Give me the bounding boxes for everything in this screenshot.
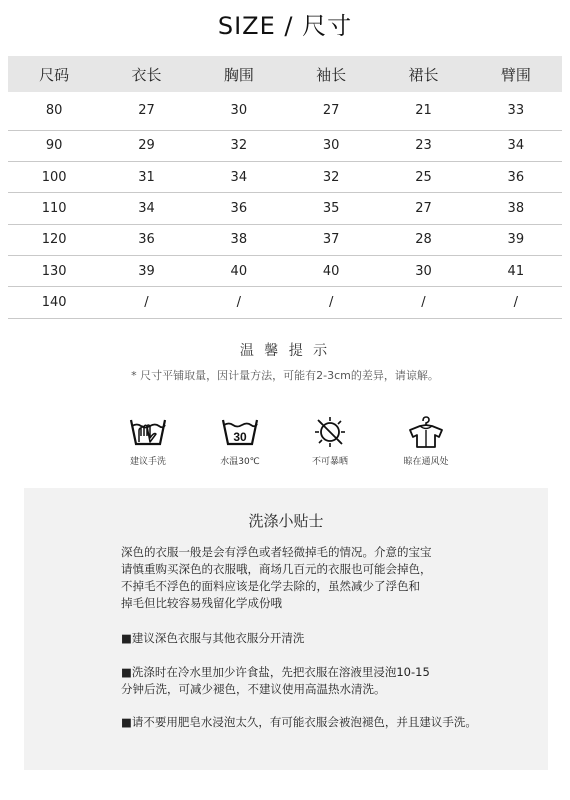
care-item-hang-dry: [386, 414, 466, 467]
table-cell: 100: [8, 161, 100, 192]
wash-tip-1: ■建议深色衣服与其他衣服分开清洗: [121, 631, 305, 645]
size-table: [8, 56, 562, 319]
care-item-wash-30: [200, 414, 280, 467]
table-row: [8, 224, 562, 255]
table-cell: 34: [100, 193, 192, 224]
table-cell: 38: [470, 193, 562, 224]
table-cell: 40: [193, 256, 285, 287]
table-cell: /: [193, 287, 285, 318]
page-title: SIZE / 尺寸: [217, 12, 353, 40]
wash-tip-2: [121, 664, 541, 698]
table-cell: 32: [193, 130, 285, 161]
wash-temp-text: 30: [233, 430, 247, 444]
wash-intro-line: 深色的衣服一般是会有浮色或者轻微掉毛的情况。介意的宝宝: [121, 545, 432, 559]
wash-intro: [121, 544, 541, 612]
table-cell: /: [100, 287, 192, 318]
table-cell: 21: [377, 92, 469, 130]
table-cell: 27: [100, 92, 192, 130]
table-row: [8, 256, 562, 287]
table-cell: 41: [470, 256, 562, 287]
tips-note: * 尺寸平铺取量，因计量方法，可能有2-3cm的差异，请谅解。: [131, 369, 439, 382]
table-row: [8, 193, 562, 224]
table-cell: 120: [8, 224, 100, 255]
table-cell: /: [377, 287, 469, 318]
table-cell: 30: [285, 130, 377, 161]
table-cell: 33: [470, 92, 562, 130]
care-label: 水温30℃: [220, 457, 260, 467]
header-cell: 裙长: [377, 56, 469, 92]
care-label: 晾在通风处: [403, 457, 449, 467]
table-cell: 110: [8, 193, 100, 224]
table-cell: 36: [470, 161, 562, 192]
wash-intro-line: 不掉毛不浮色的面料应该是化学去除的，虽然减少了浮色和: [121, 579, 420, 593]
table-cell: 30: [377, 256, 469, 287]
table-cell: /: [285, 287, 377, 318]
care-label: 建议手洗: [129, 457, 166, 467]
table-cell: 25: [377, 161, 469, 192]
table-cell: 34: [193, 161, 285, 192]
wash-tip-3: ■请不要用肥皂水浸泡太久，有可能衣服会被泡褪色，并且建议手洗。: [121, 715, 477, 729]
table-cell: 90: [8, 130, 100, 161]
wash-intro-line: 掉毛但比较容易残留化学成份哦: [121, 596, 282, 610]
table-cell: 27: [285, 92, 377, 130]
table-cell: 80: [8, 92, 100, 130]
table-cell: 32: [285, 161, 377, 192]
table-cell: /: [470, 287, 562, 318]
wash-tips-title: 洗涤小贴士: [248, 512, 324, 530]
table-header-row: [8, 56, 562, 92]
table-cell: 39: [470, 224, 562, 255]
header-cell: 袖长: [285, 56, 377, 92]
header-cell: 胸围: [193, 56, 285, 92]
care-label: 不可暴晒: [311, 457, 348, 467]
wash-tip-line: ■洗涤时在冷水里加少许食盐，先把衣服在溶液里浸泡10-15: [121, 665, 430, 679]
table-cell: 29: [100, 130, 192, 161]
table-cell: 23: [377, 130, 469, 161]
wash-tips-panel: [24, 488, 548, 770]
table-cell: 34: [470, 130, 562, 161]
wash-30-icon: [220, 414, 260, 450]
table-row: [8, 92, 562, 130]
table-cell: 38: [193, 224, 285, 255]
care-item-no-sun: [290, 414, 370, 467]
table-cell: 37: [285, 224, 377, 255]
table-cell: 40: [285, 256, 377, 287]
table-cell: 35: [285, 193, 377, 224]
tips-title: 温 馨 提 示: [239, 343, 331, 359]
no-sun-icon: [310, 414, 350, 450]
table-cell: 140: [8, 287, 100, 318]
table-cell: 36: [193, 193, 285, 224]
hand-wash-icon: [128, 414, 168, 450]
table-row: [8, 161, 562, 192]
table-cell: 30: [193, 92, 285, 130]
table-cell: 39: [100, 256, 192, 287]
table-cell: 28: [377, 224, 469, 255]
table-cell: 130: [8, 256, 100, 287]
header-cell: 臂围: [470, 56, 562, 92]
header-cell: 衣长: [100, 56, 192, 92]
table-row: [8, 130, 562, 161]
table-cell: 31: [100, 161, 192, 192]
care-item-hand-wash: [108, 414, 188, 467]
table-cell: 27: [377, 193, 469, 224]
header-cell: 尺码: [8, 56, 100, 92]
table-cell: 36: [100, 224, 192, 255]
wash-tip-line: 分钟后洗，可减少褪色，不建议使用高温热水清洗。: [121, 682, 386, 696]
table-row: [8, 287, 562, 318]
hang-dry-icon: [406, 414, 446, 450]
wash-intro-line: 请慎重购买深色的衣服哦，商场几百元的衣服也可能会掉色，: [121, 562, 432, 576]
